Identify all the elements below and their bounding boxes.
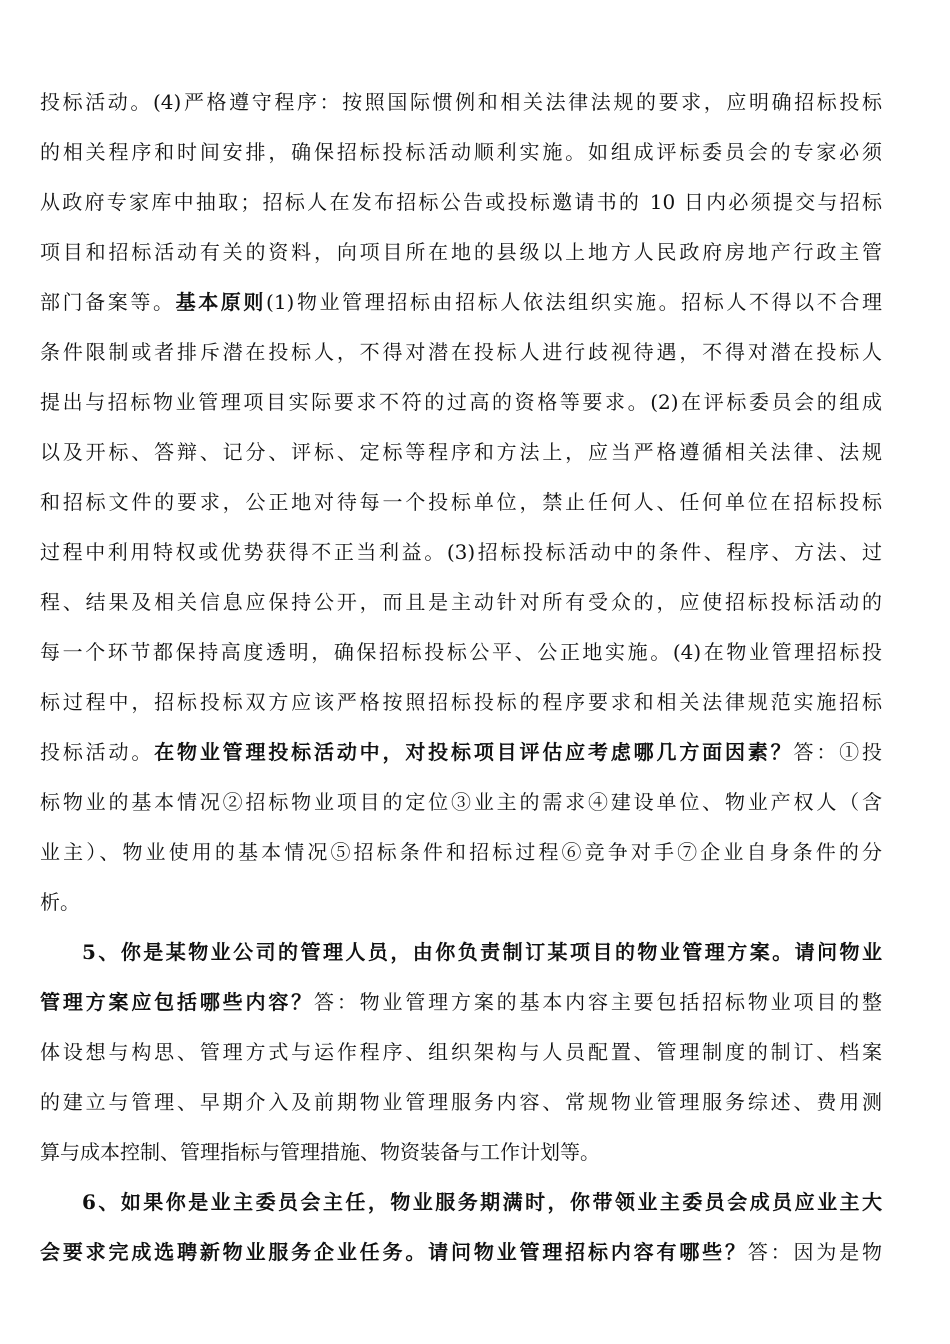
text-line: 项目和招标活动有关的资料，向项目所在地的县级以上地方人民政府房地产行政主管	[40, 240, 882, 264]
text-line: 以及开标、答辩、记分、评标、定标等程序和方法上，应当严格遵循相关法律、法规	[40, 440, 882, 464]
text-line: 部门备案等。基本原则(1)物业管理招标由招标人依法组织实施。招标人不得以不合理	[40, 290, 882, 314]
question-5-line: 5、你是某物业公司的管理人员，由你负责制订某项目的物业管理方案。请问物业	[82, 940, 882, 964]
text-line: 投标活动。(4)严格遵守程序：按照国际惯例和相关法律法规的要求，应明确招标投标	[40, 90, 882, 114]
bold-question: 管理方案应包括哪些内容？	[40, 990, 314, 1014]
text-line: 每一个环节都保持高度透明，确保招标投标公平、公正地实施。(4)在物业管理招标投	[40, 640, 882, 664]
text-line: 过程中利用特权或优势获得不正当利益。(3)招标投标活动中的条件、程序、方法、过	[40, 540, 882, 564]
question-6-line: 6、如果你是业主委员会主任，物业服务期满时，你带领业主委员会成员应业主大	[82, 1190, 882, 1214]
text-line: 提出与招标物业管理项目实际要求不符的过高的资格等要求。(2)在评标委员会的组成	[40, 390, 882, 414]
text-line: 体设想与构思、管理方式与运作程序、组织架构与人员配置、管理制度的制订、档案	[40, 1040, 882, 1064]
bold-question: 在物业管理投标活动中，对投标项目评估应考虑哪几方面因素？	[154, 740, 794, 764]
text-line: 从政府专家库中抽取；招标人在发布招标公告或投标邀请书的 10 日内必须提交与招标	[40, 190, 882, 214]
bold-heading: 基本原则	[175, 290, 267, 314]
text-line: 管理方案应包括哪些内容？答：物业管理方案的基本内容主要包括招标物业项目的整	[40, 990, 882, 1014]
text-line: 的建立与管理、早期介入及前期物业管理服务内容、常规物业管理服务综述、费用测	[40, 1090, 882, 1114]
text-line: 的相关程序和时间安排，确保招标投标活动顺利实施。如组成评标委员会的专家必须	[40, 140, 882, 164]
text-line: 程、结果及相关信息应保持公开，而且是主动针对所有受众的，应使招标投标活动的	[40, 590, 882, 614]
text-line: 条件限制或者排斥潜在投标人，不得对潜在投标人进行歧视待遇，不得对潜在投标人	[40, 340, 882, 364]
text-line: 标过程中，招标投标双方应该严格按照招标投标的程序要求和相关法律规范实施招标	[40, 690, 882, 714]
bold-question: 会要求完成选聘新物业服务企业任务。请问物业管理招标内容有哪些？	[40, 1240, 748, 1264]
text-line: 算与成本控制、管理指标与管理措施、物资装备与工作计划等。	[40, 1140, 600, 1164]
text-line: 投标活动。在物业管理投标活动中，对投标项目评估应考虑哪几方面因素？答：①投	[40, 740, 882, 764]
text-line: 业主）、物业使用的基本情况⑤招标条件和招标过程⑥竞争对手⑦企业自身条件的分	[40, 840, 882, 864]
text-line: 析。	[40, 890, 80, 914]
text-line: 会要求完成选聘新物业服务企业任务。请问物业管理招标内容有哪些？答：因为是物	[40, 1240, 882, 1264]
text-line: 和招标文件的要求，公正地对待每一个投标单位，禁止任何人、任何单位在招标投标	[40, 490, 882, 514]
text-line: 标物业的基本情况②招标物业项目的定位③业主的需求④建设单位、物业产权人（含	[40, 790, 882, 814]
